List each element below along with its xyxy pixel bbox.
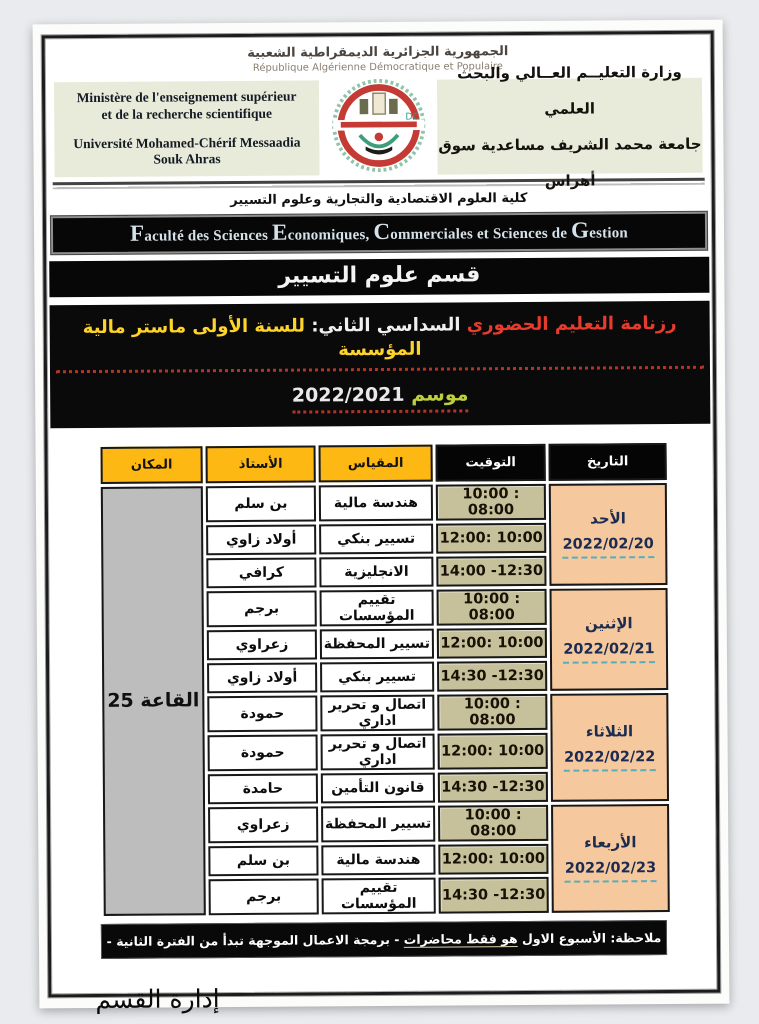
day-date: 2022/02/22 (564, 749, 655, 771)
schedule-title-line (56, 312, 704, 373)
column-header-date: التاريخ (549, 443, 667, 481)
subject-cell: اتصال و تحرير اداري (321, 733, 435, 770)
document-sheet (33, 20, 730, 1014)
teacher-cell: برجم (209, 878, 319, 915)
teacher-cell: حمودة (207, 695, 317, 732)
day-cell-monday (550, 588, 669, 691)
time-cell: 12:00: 10:00 (437, 627, 547, 658)
season-line (292, 383, 469, 413)
note-post: - برمجة الاعمال الموجهة تبدأ من الفترة الثانية - (106, 931, 404, 949)
time-cell: 14:00 -12:30 (436, 555, 546, 586)
republic-title-french: République Algérienne Démocratique et Populaire (252, 61, 503, 74)
ministry-block-french (54, 80, 320, 177)
faculty-name-french: Faculté des Sciences Economiques, Commerciales et Sciences de Gestion (130, 217, 628, 246)
university-ar-line: جامعة محمد الشريف مساعدية سوق أهراس (438, 134, 702, 190)
subject-cell: هندسة مالية (319, 484, 433, 521)
republic-title-arabic: الجمهورية الجزائرية الديمقراطية الشعبية (247, 44, 509, 61)
time-cell: 10:00 : 08:00 (436, 483, 546, 520)
university-fr-line2: Souk Ahras (153, 151, 221, 167)
page-border-frame (42, 31, 721, 1014)
teacher-cell: بن سلم (208, 845, 318, 876)
ministry-ar-line: وزارة التعليــم العــالي والبحث العلمي (456, 62, 682, 118)
subject-cell: تقييم المؤسسات (322, 877, 436, 914)
column-header-subject: المقياس (319, 444, 433, 482)
place-cell: القاعة 25 (101, 486, 206, 916)
subject-cell: تسيير المحفظة (321, 805, 435, 842)
day-date: 2022/02/21 (563, 641, 654, 663)
note-pre: ملاحظة: الأسبوع الاول (517, 929, 662, 946)
teacher-cell: حامدة (208, 773, 318, 804)
department-title-bar: قسم علوم التسيير (49, 257, 709, 298)
subject-cell: تسيير بنكي (320, 661, 434, 692)
footer-note-bar (101, 920, 667, 959)
time-cell: 10:00 : 08:00 (438, 804, 548, 841)
day-cell-wednesday (551, 804, 670, 913)
day-date: 2022/02/23 (565, 860, 656, 882)
university-logo (319, 80, 438, 176)
faculty-name-arabic: كلية العلوم الاقتصادية والتجارية وعلوم التسيير (230, 190, 528, 209)
column-header-place: المكان (101, 446, 203, 484)
title-yellow-part: للسنة الأولى ماستر مالية المؤسسة (82, 315, 422, 361)
note-underlined: هو فقط محاضرات (403, 930, 518, 947)
teacher-cell: زعراوي (207, 629, 317, 660)
university-fr-line1: Université Mohamed-Chérif Messaadia (73, 134, 301, 151)
subject-cell: الانجليزية (319, 556, 433, 587)
teacher-cell: حمودة (208, 734, 318, 771)
table-row (101, 483, 667, 523)
teacher-cell: أولاد زاوي (206, 524, 316, 555)
university-seal-icon (330, 78, 426, 178)
ministry-fr-line2: et de la recherche scientifique (101, 105, 272, 122)
season-label: موسم (404, 382, 469, 406)
season-value: 2022/2021 (291, 383, 405, 407)
time-cell: 10:00 : 08:00 (437, 588, 547, 625)
svg-text:DC: DC (404, 111, 419, 123)
subject-cell: تقييم المؤسسات (320, 589, 434, 626)
schedule-title-bar (50, 301, 711, 428)
subject-cell: قانون التأمين (321, 772, 435, 803)
time-cell: 10:00 : 08:00 (437, 693, 547, 730)
time-cell: 12:00: 10:00 (438, 843, 548, 874)
subject-cell: اتصال و تحرير اداري (320, 694, 434, 731)
subject-cell: هندسة مالية (321, 844, 435, 875)
day-name: الأحد (590, 509, 626, 528)
department-signature: إدارة القسم (95, 983, 220, 1014)
day-name: الأربعاء (584, 833, 637, 852)
teacher-cell: برجم (207, 590, 317, 627)
ministry-fr-line1: Ministère de l'enseignement supérieur (76, 88, 297, 105)
time-cell: 14:30 -12:30 (437, 660, 547, 691)
time-cell: 14:30 -12:30 (438, 771, 548, 802)
teacher-cell: زعراوي (208, 806, 318, 843)
header-row (101, 443, 667, 484)
teacher-cell: أولاد زاوي (207, 662, 317, 693)
day-name: الثلاثاء (585, 722, 634, 741)
day-name: الإثنين (584, 614, 633, 633)
teacher-cell: بن سلم (206, 485, 316, 522)
subject-cell: تسيير المحفظة (320, 628, 434, 659)
day-cell-tuesday (550, 693, 669, 802)
faculty-name-french-bar (51, 212, 707, 255)
schedule-table (98, 440, 673, 919)
schedule-table-wrap (98, 440, 667, 919)
day-cell-sunday (549, 483, 668, 586)
time-cell: 14:30 -12:30 (439, 876, 549, 913)
title-red-part: رزنامة التعليم الحضوري (466, 312, 677, 336)
time-cell: 12:00: 10:00 (438, 732, 548, 769)
ministry-block-arabic (437, 62, 703, 190)
column-header-time: التوقيت (436, 443, 546, 481)
column-header-teacher: الأستاذ (206, 445, 316, 483)
subject-cell: تسيير بنكي (319, 523, 433, 554)
teacher-cell: كرافي (206, 557, 316, 588)
time-cell: 12:00: 10:00 (436, 522, 546, 553)
title-white-part: السداسي الثاني: (304, 314, 467, 337)
day-date: 2022/02/20 (563, 536, 654, 558)
